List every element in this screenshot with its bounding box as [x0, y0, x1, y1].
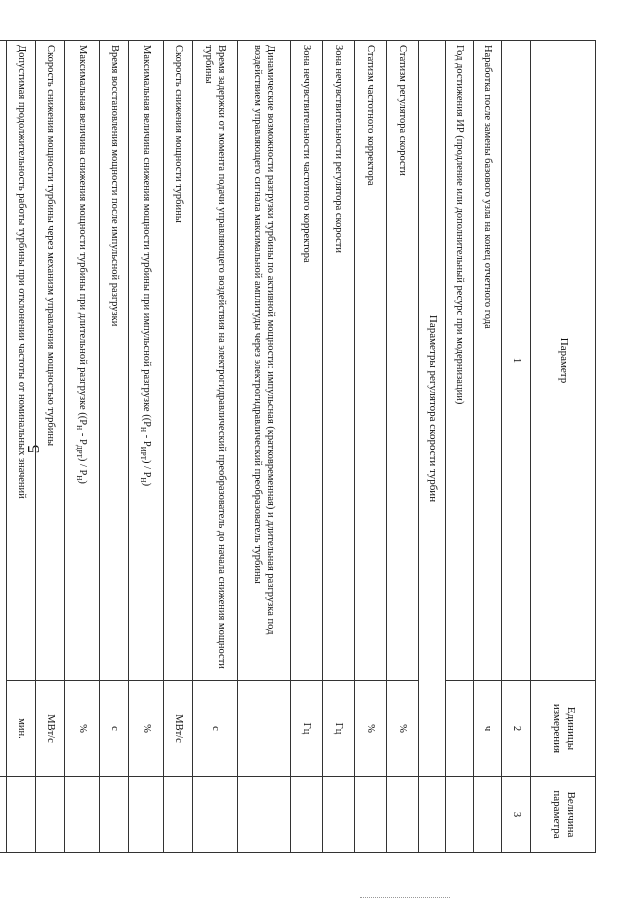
table-row: [65, 41, 100, 853]
unit-cell: [238, 681, 291, 777]
header-value: Величина параметра: [531, 777, 596, 853]
param-cell: Зона нечувствительности частотного корректора: [291, 41, 323, 681]
table-row: [7, 41, 36, 853]
param-text: ) / P: [141, 460, 153, 478]
value-cell: [100, 777, 129, 853]
param-text: ) / P: [77, 457, 89, 476]
section-title: Параметры регулятора скорости турбин: [419, 41, 446, 777]
unit-cell: МВт/с: [164, 681, 193, 777]
subscript: Н: [75, 425, 84, 431]
param-cell: Год достижения ИР (продление или дополнительный ресурс при модернизации): [446, 41, 474, 681]
table-row: [129, 41, 164, 853]
subscript: Н: [139, 477, 148, 483]
unit-cell: МВт/с: [36, 681, 65, 777]
value-cell: [323, 777, 355, 853]
table-row: [164, 41, 193, 853]
table-row: [100, 41, 129, 853]
value-cell: [164, 777, 193, 853]
page-number: 5: [24, 444, 43, 454]
value-cell: [193, 777, 238, 853]
param-cell: Допустимая продолжительность работы турбины при отклонении частоты от номинальных значений: [7, 41, 36, 681]
param-text: ): [77, 480, 89, 484]
param-text: - P: [141, 432, 153, 447]
value-cell: [446, 777, 474, 853]
param-cell: Время задержки от момента подачи управляющего воздействия на электрогидравлический преобразователь до начала снижения мощности турбины: [193, 41, 238, 681]
value-cell: [355, 777, 387, 853]
table-row: [238, 41, 291, 853]
value-cell: [238, 777, 291, 853]
param-cell: Скорость снижения мощности турбины: [164, 41, 193, 681]
param-cell: Зона нечувствительности регулятора скорости: [323, 41, 355, 681]
table-row: [355, 41, 387, 853]
param-text: - P: [77, 430, 89, 445]
table-row: [323, 41, 355, 853]
colnum-3: 3: [502, 777, 531, 853]
param-text: ): [141, 482, 153, 487]
unit-cell: [446, 681, 474, 777]
unit-cell: Гц: [323, 681, 355, 777]
param-cell: Время восстановления мощности после импульсной разгрузки: [100, 41, 129, 681]
table-row: [387, 41, 419, 853]
param-cell: Статизм регулятора скорости: [387, 41, 419, 681]
section-header-row: [0, 41, 7, 853]
value-cell: [474, 777, 502, 853]
param-cell: Динамические возможности разгрузки турбины по активной мощности: импульсная (кратковременная) и длительная разгрузка под воздействием управляющего сигнала максимальной амплитуды через электрогидравлический преобразователь турбины: [238, 41, 291, 681]
subscript: ИРТ: [139, 446, 148, 460]
unit-cell: ч: [474, 681, 502, 777]
colnum-1: 1: [502, 41, 531, 681]
value-cell: [419, 777, 446, 853]
colnum-2: 2: [502, 681, 531, 777]
parameters-table: [0, 40, 596, 853]
table-row: [446, 41, 474, 853]
table-row: [291, 41, 323, 853]
unit-cell: мин.: [7, 681, 36, 777]
table-row: [36, 41, 65, 853]
param-text: Максимальная величина снижения мощности турбины при длительной разгрузке ((P: [77, 45, 89, 426]
param-cell: [129, 41, 164, 681]
unit-cell: с: [100, 681, 129, 777]
param-text: Максимальная величина снижения мощности турбины при импульсной разгрузке ((P: [141, 45, 153, 428]
rotated-table-wrapper: [15, 40, 596, 852]
unit-cell: Гц: [291, 681, 323, 777]
unit-cell: %: [387, 681, 419, 777]
section-header-row: [419, 41, 446, 853]
section-title: [0, 41, 7, 777]
value-cell: [65, 777, 100, 853]
value-cell: [129, 777, 164, 853]
column-number-row: [502, 41, 531, 853]
value-cell: [291, 777, 323, 853]
unit-cell: %: [355, 681, 387, 777]
subscript: ДРТ: [75, 444, 84, 458]
header-unit: Единицы измерения: [531, 681, 596, 777]
param-cell: Статизм частотного корректора: [355, 41, 387, 681]
unit-cell: %: [129, 681, 164, 777]
scan-artifact: [360, 897, 450, 898]
subscript: Н: [139, 427, 148, 433]
subscript: Н: [75, 475, 84, 481]
table-row: [474, 41, 502, 853]
value-cell: [36, 777, 65, 853]
value-cell: [7, 777, 36, 853]
unit-cell: с: [193, 681, 238, 777]
table-row: [193, 41, 238, 853]
value-cell: [0, 777, 7, 853]
header-row: [531, 41, 596, 853]
param-cell: Наработка после замены базового узла на конец отчетного года: [474, 41, 502, 681]
header-param: Параметр: [531, 41, 596, 681]
param-cell: Скорость снижения мощности турбины через механизм управления мощностью турбины: [36, 41, 65, 681]
param-cell: [65, 41, 100, 681]
value-cell: [387, 777, 419, 853]
unit-cell: %: [65, 681, 100, 777]
